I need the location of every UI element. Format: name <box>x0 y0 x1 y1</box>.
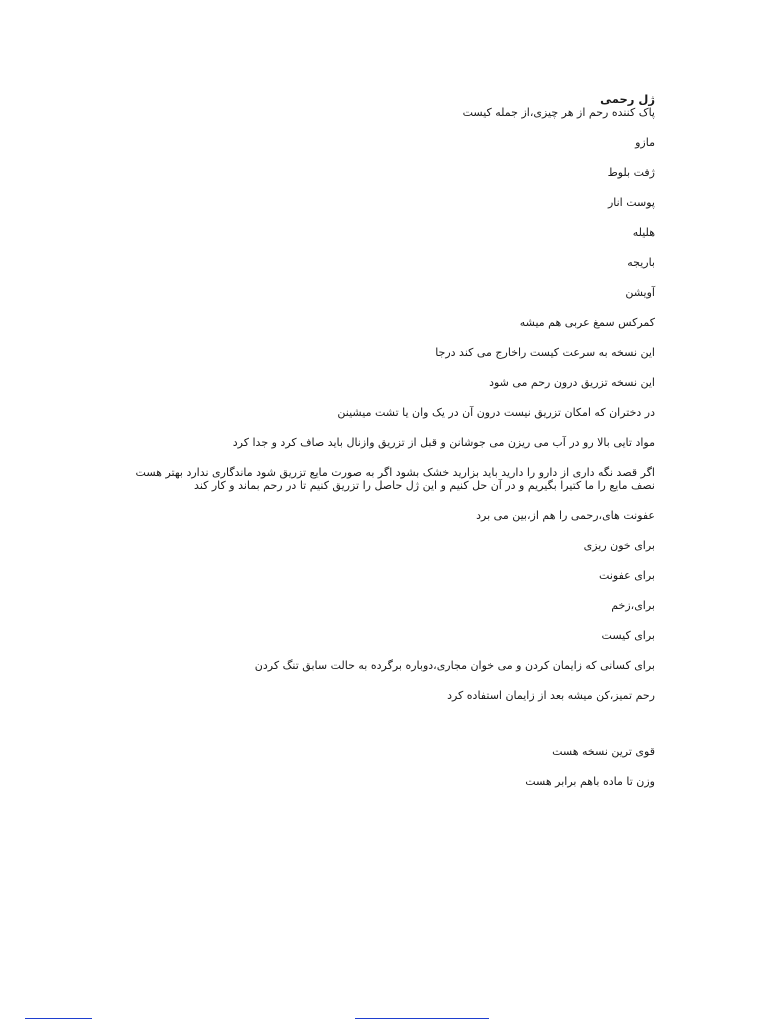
note-paragraph: اگر قصد نگه داری از دارو را دارید باید بزارید خشک بشود اگر به صورت مایع تزریق شود ماندگاری ندارد بهتر هست نصف مایع را ما کتیرا بگیریم و در آن حل کنیم و این ژل حاصل را تزریق کنیم تا در رحم بماند و کار کند <box>135 466 655 492</box>
note-line: در دختران که امکان تزریق نیست درون آن در یک وان یا تشت میشینن <box>337 406 655 419</box>
footer-underline-center <box>355 1018 489 1019</box>
closing-line: وزن تا ماده باهم برابر هست <box>525 775 655 788</box>
note-line: این نسخه به سرعت کیست راخارج می کند درجا <box>435 346 655 359</box>
note-line: عفونت های،رحمی را هم از،بین می برد <box>476 509 655 522</box>
use-line: رحم تمیز،کن میشه بعد از زایمان استفاده کرد <box>447 689 655 702</box>
use-line: برای کیست <box>601 629 655 642</box>
use-line: برای خون ریزی <box>583 539 655 552</box>
use-line: برای عفونت <box>599 569 655 582</box>
ingredient-line: کمرکس سمغ عربی هم میشه <box>519 316 655 329</box>
ingredient-line: هلیله <box>632 226 655 239</box>
ingredient-line: باریجه <box>627 256 655 269</box>
footer-underline-left <box>25 1018 92 1019</box>
use-line: برای کسانی که زایمان کردن و می خوان مجاری،دوباره برگرده به حالت سابق تنگ کردن <box>254 659 655 672</box>
ingredient-line: ژفت بلوط <box>607 166 655 179</box>
ingredient-line: مازو <box>635 136 655 149</box>
ingredient-line: آویشن <box>625 286 655 299</box>
document-subtitle: پاک کننده رحم از هر چیزی،از جمله کیست <box>462 106 655 119</box>
note-line: مواد تایی بالا رو در آب می ریزن می جوشانن و قبل از تزریق وازنال باید صاف کرد و جدا کرد <box>232 436 655 449</box>
closing-line: قوی ترین نسخه هست <box>552 745 655 758</box>
document-body <box>113 93 655 788</box>
note-line: این نسخه تزریق درون رحم می شود <box>489 376 655 389</box>
ingredient-line: پوست انار <box>607 196 655 209</box>
document-title: ژل رحمی <box>600 92 655 106</box>
use-line: برای،زخم <box>611 599 655 612</box>
